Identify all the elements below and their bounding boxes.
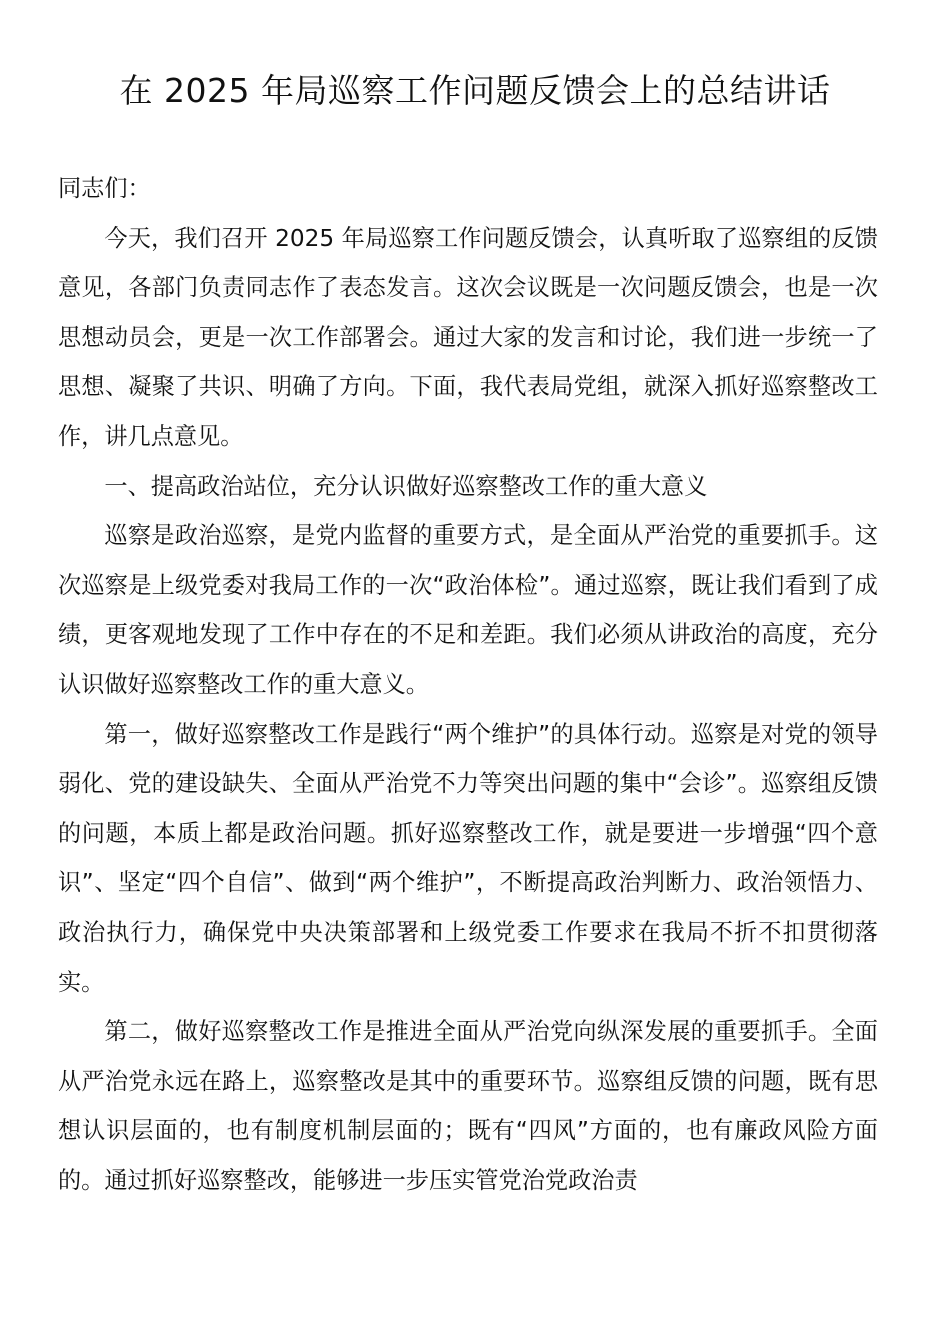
page-title: 在 2025 年局巡察工作问题反馈会上的总结讲话	[119, 71, 831, 110]
salutation: 同志们：	[58, 175, 151, 202]
paragraph-point-two: 第二，做好巡察整改工作是推进全面从严治党向纵深发展的重要抓手。全面从严治党永远在路上，巡察整改是其中的重要环节。巡察组反馈的问题，既有思想认识层面的，也有制度机制层面的；既有“四风”方面的，也有廉政风险方面的。通过抓好巡察整改，能够进一步压实管党治党政治责	[58, 1018, 878, 1194]
paragraph-section-intro: 巡察是政治巡察，是党内监督的重要方式，是全面从严治党的重要抓手。这次巡察是上级党委对我局工作的一次“政治体检”。通过巡察，既让我们看到了成绩，更客观地发现了工作中存在的不足和差距。我们必须从讲政治的高度，充分认识做好巡察整改工作的重大意义。	[58, 522, 878, 698]
paragraph-point-one: 第一，做好巡察整改工作是践行“两个维护”的具体行动。巡察是对党的领导弱化、党的建设缺失、全面从严治党不力等突出问题的集中“会诊”。巡察组反馈的问题，本质上都是政治问题。抓好巡察整改工作，就是要进一步增强“四个意识”、坚定“四个自信”、做到“两个维护”，不断提高政治判断力、政治领悟力、政治执行力，确保党中央决策部署和上级党委工作要求在我局不折不扣贯彻落实。	[58, 720, 878, 996]
document-body	[58, 164, 878, 1205]
paragraph-intro: 今天，我们召开 2025 年局巡察工作问题反馈会，认真听取了巡察组的反馈意见，各部门负责同志作了表态发言。这次会议既是一次问题反馈会，也是一次思想动员会，更是一次工作部署会。通过大家的发言和讨论，我们进一步统一了思想、凝聚了共识、明确了方向。下面，我代表局党组，就深入抓好巡察整改工作，讲几点意见。	[58, 224, 878, 450]
section-heading: 一、提高政治站位，充分认识做好巡察整改工作的重大意义	[104, 472, 708, 500]
